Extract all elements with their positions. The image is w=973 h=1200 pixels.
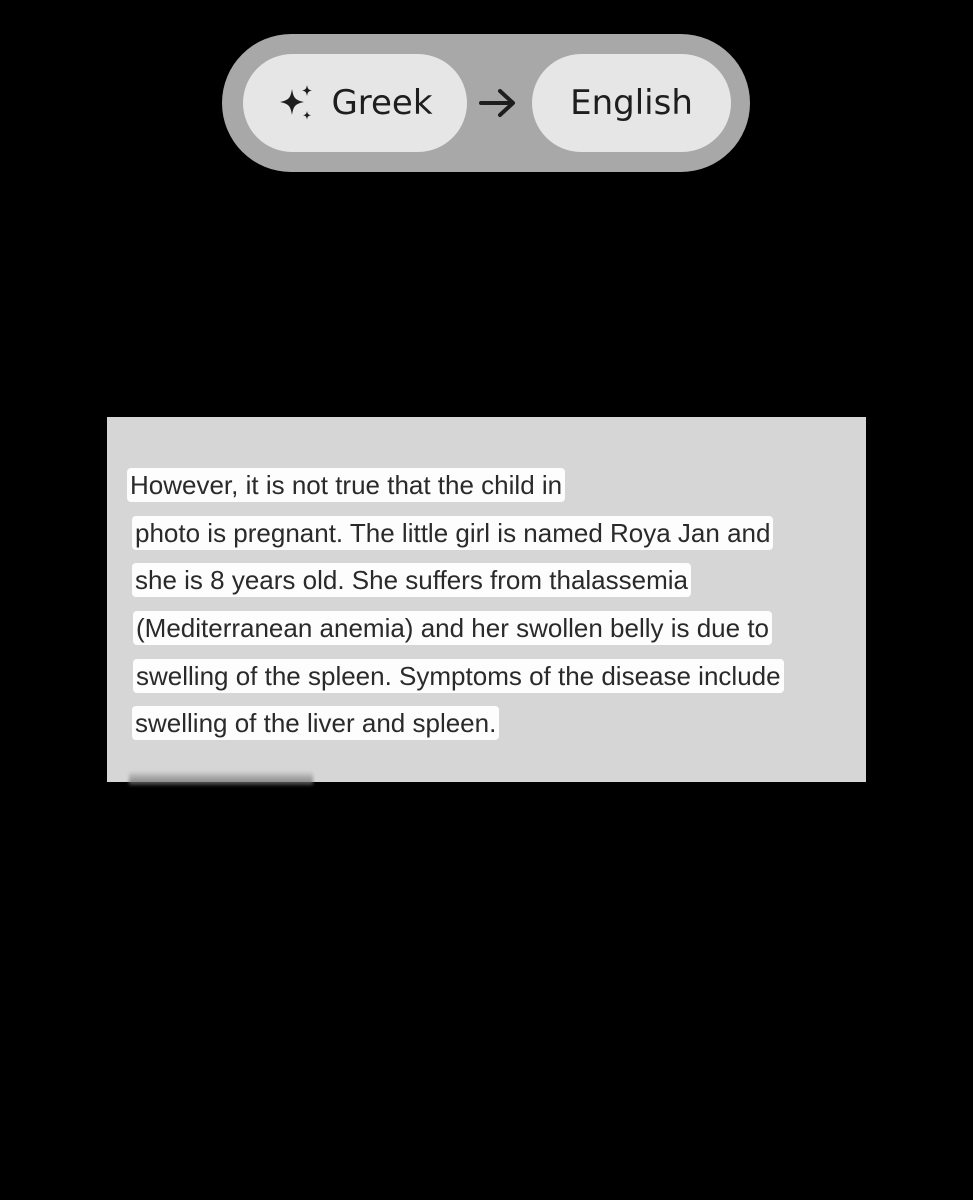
translated-line[interactable]: However, it is not true that the child in: [127, 468, 565, 502]
translated-text-panel: [107, 417, 866, 782]
arrow-right-icon[interactable]: [478, 84, 518, 122]
blurred-caption: [129, 771, 313, 785]
translated-line[interactable]: swelling of the liver and spleen.: [132, 706, 499, 740]
source-language-button[interactable]: [243, 54, 467, 152]
translated-line[interactable]: swelling of the spleen. Symptoms of the disease include: [133, 659, 784, 693]
language-selector-bar: [222, 34, 750, 172]
source-language-label: Greek: [331, 83, 433, 123]
target-language-button[interactable]: [532, 54, 731, 152]
translated-line[interactable]: she is 8 years old. She suffers from thalassemia: [132, 563, 691, 597]
translated-line[interactable]: photo is pregnant. The little girl is named Roya Jan and: [132, 516, 773, 550]
translated-line[interactable]: (Mediterranean anemia) and her swollen belly is due to: [133, 611, 772, 645]
target-language-label: English: [570, 83, 693, 123]
sparkle-icon: [277, 83, 317, 123]
